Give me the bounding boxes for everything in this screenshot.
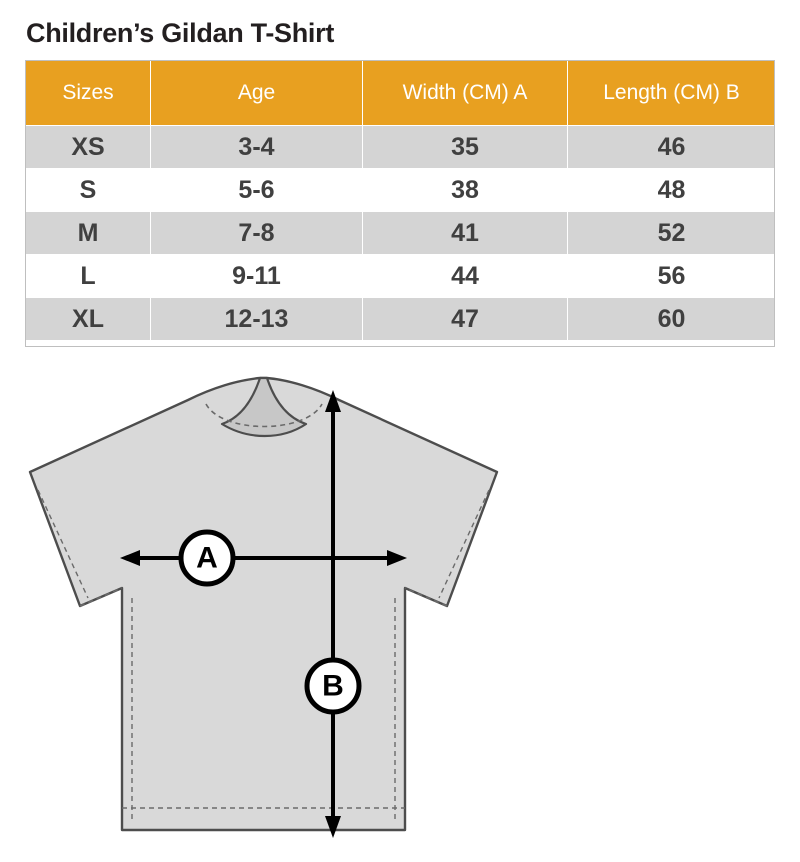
- cell-age: 12-13: [151, 298, 363, 341]
- cell-width: 38: [363, 169, 568, 212]
- cell-length: 56: [568, 255, 776, 298]
- cell-length: 46: [568, 126, 776, 169]
- table-row: [26, 212, 776, 255]
- cell-age: 3-4: [151, 126, 363, 169]
- tshirt-diagram: [0, 360, 800, 857]
- cell-size: S: [26, 169, 151, 212]
- tshirt-outline: [30, 378, 497, 830]
- cell-width: 44: [363, 255, 568, 298]
- cell-age: 7-8: [151, 212, 363, 255]
- cell-size: M: [26, 212, 151, 255]
- table-row: [26, 169, 776, 212]
- cell-age: 5-6: [151, 169, 363, 212]
- cell-size: XS: [26, 126, 151, 169]
- cell-width: 35: [363, 126, 568, 169]
- cell-length: 52: [568, 212, 776, 255]
- cell-size: XL: [26, 298, 151, 341]
- table-row: [26, 255, 776, 298]
- table-row: [26, 126, 776, 169]
- table-header-row: [26, 61, 776, 126]
- column-header-length: Length (CM) B: [568, 61, 776, 126]
- column-header-age: Age: [151, 61, 363, 126]
- cell-age: 9-11: [151, 255, 363, 298]
- cell-length: 60: [568, 298, 776, 341]
- column-header-width: Width (CM) A: [363, 61, 568, 126]
- label-b: B: [322, 669, 344, 703]
- cell-width: 47: [363, 298, 568, 341]
- cell-width: 41: [363, 212, 568, 255]
- cell-length: 48: [568, 169, 776, 212]
- label-a: A: [196, 541, 218, 575]
- table-row: [26, 298, 776, 341]
- page-title: Children’s Gildan T-Shirt: [26, 18, 335, 48]
- column-header-sizes: Sizes: [26, 61, 151, 126]
- size-chart-table: [25, 60, 776, 341]
- cell-size: L: [26, 255, 151, 298]
